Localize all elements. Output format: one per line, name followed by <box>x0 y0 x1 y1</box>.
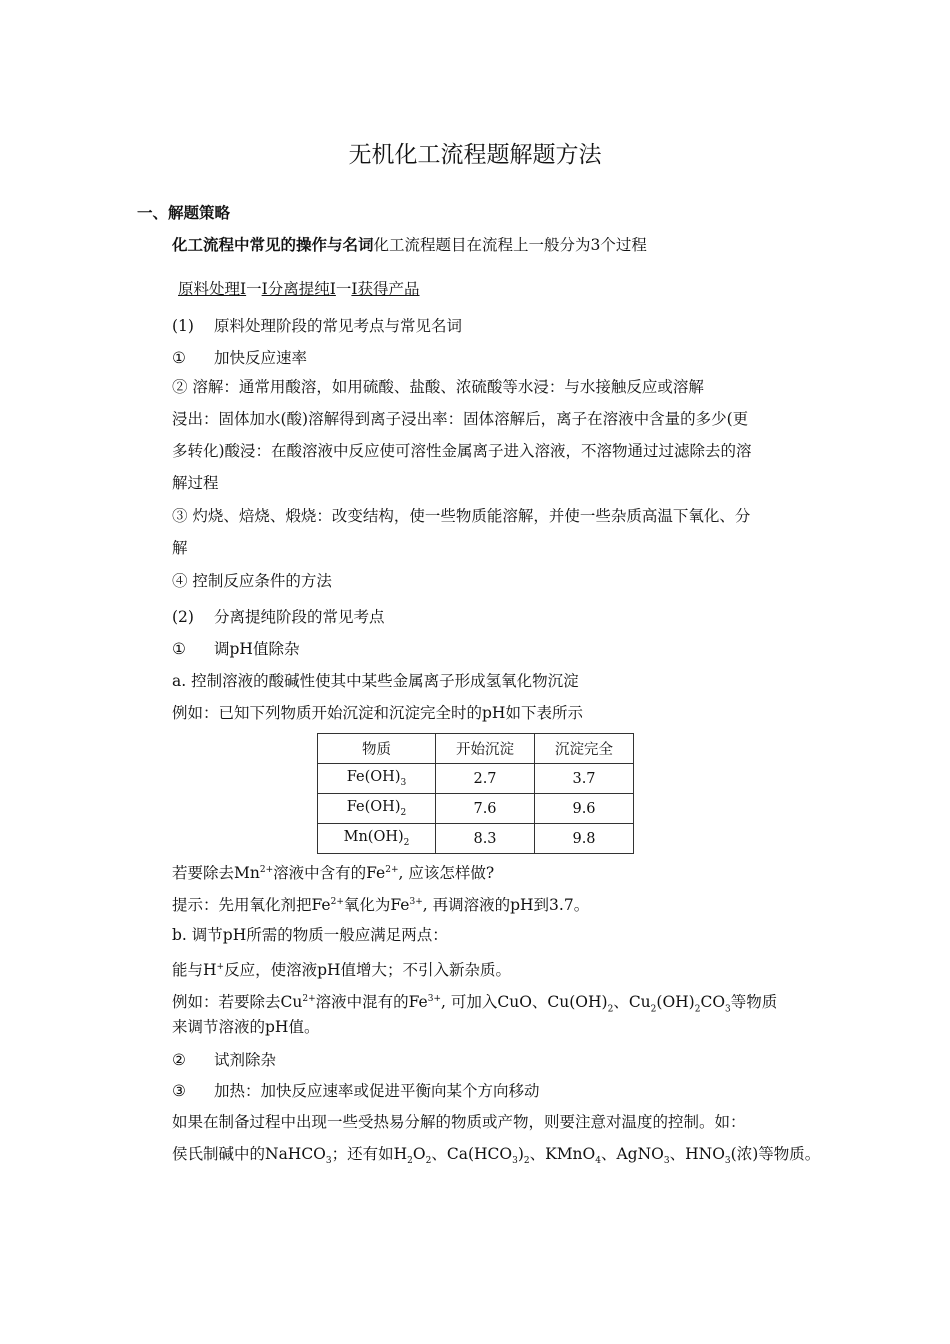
item-d2 <box>172 1050 276 1070</box>
table-cell: $Mn(OH)_2$ <box>318 824 436 854</box>
line-b: b. 调节pH所需的物质一般应满足两点： <box>172 926 448 944</box>
intro-line <box>172 235 647 255</box>
leach-line-3: 解过程 <box>172 474 219 492</box>
example-2-line-1: 例如：若要除去$Cu^{2+}$溶液中混有的$Fe^{3+}$, 可加入CuO、$Cu(OH)_2$、$Cu_2(OH)_2CO_3$等物质 <box>172 993 778 1015</box>
point-1-text: 原料处理阶段的常见考点与常见名词 <box>214 317 463 335</box>
hint-line: 提示：先用氧化剂把$Fe^{2+}$氧化为$Fe^{3+}$, 再调溶液的pH到3.7。 <box>172 896 590 915</box>
point-1 <box>172 316 462 336</box>
item-d3-text: 加热：加快反应速率或促进平衡向某个方向移动 <box>214 1082 540 1100</box>
condition-line: 能与H+反应，使溶液pH值增大；不引入新杂质。 <box>172 961 512 980</box>
point-2 <box>172 607 385 627</box>
item-c3-line-1: ③ 灼烧、焙烧、煅烧：改变结构，使一些物质能溶解，并使一些杂质高温下氧化、分 <box>172 507 751 525</box>
item-c1-number: ① <box>172 349 186 367</box>
section-heading: 一、解题策略 <box>137 204 231 222</box>
table-row <box>318 824 634 854</box>
table-cell: 2.7 <box>436 764 535 794</box>
table-row <box>318 794 634 824</box>
intro-rest: 化工流程题目在流程上一般分为3个过程 <box>373 236 647 254</box>
flow-step-2: I分离提纯I <box>261 280 336 298</box>
table-cell: 9.8 <box>535 824 634 854</box>
flow-step-3: I获得产品 <box>351 280 420 298</box>
point-2-text: 分离提纯阶段的常见考点 <box>214 608 385 626</box>
leach-line-2: 多转化)酸浸：在酸溶液中反应使可溶性金属离子进入溶液，不溶物通过过滤除去的溶 <box>172 442 752 460</box>
item-d2-number: ② <box>172 1051 186 1069</box>
item-c4: ④ 控制反应条件的方法 <box>172 572 332 590</box>
flow-step-1: 原料处理I <box>178 280 247 298</box>
example-1: 例如：已知下列物质开始沉淀和沉淀完全时的pH如下表所示 <box>172 704 583 722</box>
item-d3-number: ③ <box>172 1082 186 1100</box>
table-cell: 7.6 <box>436 794 535 824</box>
item-d1-number: ① <box>172 640 186 658</box>
page-title: 无机化工流程题解题方法 <box>348 142 602 168</box>
process-flow <box>178 279 420 299</box>
point-2-number: (2) <box>172 608 194 626</box>
item-c1-text: 加快反应速率 <box>214 349 308 367</box>
question-line: 若要除去$Mn^{2+}$溶液中含有的$Fe^{2+}$, 应该怎样做? <box>172 864 495 883</box>
table-cell: 8.3 <box>436 824 535 854</box>
table-header: 开始沉淀 <box>436 734 535 764</box>
item-d3 <box>172 1081 540 1101</box>
table-cell: $Fe(OH)_2$ <box>318 794 436 824</box>
table-row <box>318 764 634 794</box>
table-header: 物质 <box>318 734 436 764</box>
line-a: a. 控制溶液的酸碱性使其中某些金属离子形成氢氧化物沉淀 <box>172 672 579 690</box>
leach-line-1: 浸出：固体加水(酸)溶解得到离子浸出率：固体溶解后，离子在溶液中含量的多少(更 <box>172 410 749 428</box>
table-cell: 3.7 <box>535 764 634 794</box>
flow-sep-1: 一 <box>246 280 262 298</box>
item-d2-text: 试剂除杂 <box>214 1051 277 1069</box>
point-1-number: (1) <box>172 317 194 335</box>
table-cell: 9.6 <box>535 794 634 824</box>
table-header-row <box>318 734 634 764</box>
item-c2: ② 溶解：通常用酸溶，如用硫酸、盐酸、浓硫酸等水浸：与水接触反应或溶解 <box>172 378 704 396</box>
item-d1-text: 调pH值除杂 <box>214 640 300 658</box>
ph-table <box>317 733 634 854</box>
intro-bold: 化工流程中常见的操作与名词 <box>172 236 374 254</box>
item-c3-line-2: 解 <box>172 539 188 557</box>
heat-line-1: 如果在制备过程中出现一些受热易分解的物质或产物，则要注意对温度的控制。如： <box>172 1113 746 1131</box>
flow-sep-2: 一 <box>335 280 352 298</box>
table-header: 沉淀完全 <box>535 734 634 764</box>
example-2-line-2: 来调节溶液的pH值。 <box>172 1018 320 1036</box>
heat-line-2: 侯氏制碱中的NaHCO$_3$；还有如$H_2O_2$、$Ca(HCO_3)_2$、KMnO$_4$、AgNO$_3$、$HNO_3$(浓)等物质。 <box>172 1145 821 1167</box>
item-d1 <box>172 639 299 659</box>
table-cell: $Fe(OH)_3$ <box>318 764 436 794</box>
item-c1 <box>172 348 307 368</box>
